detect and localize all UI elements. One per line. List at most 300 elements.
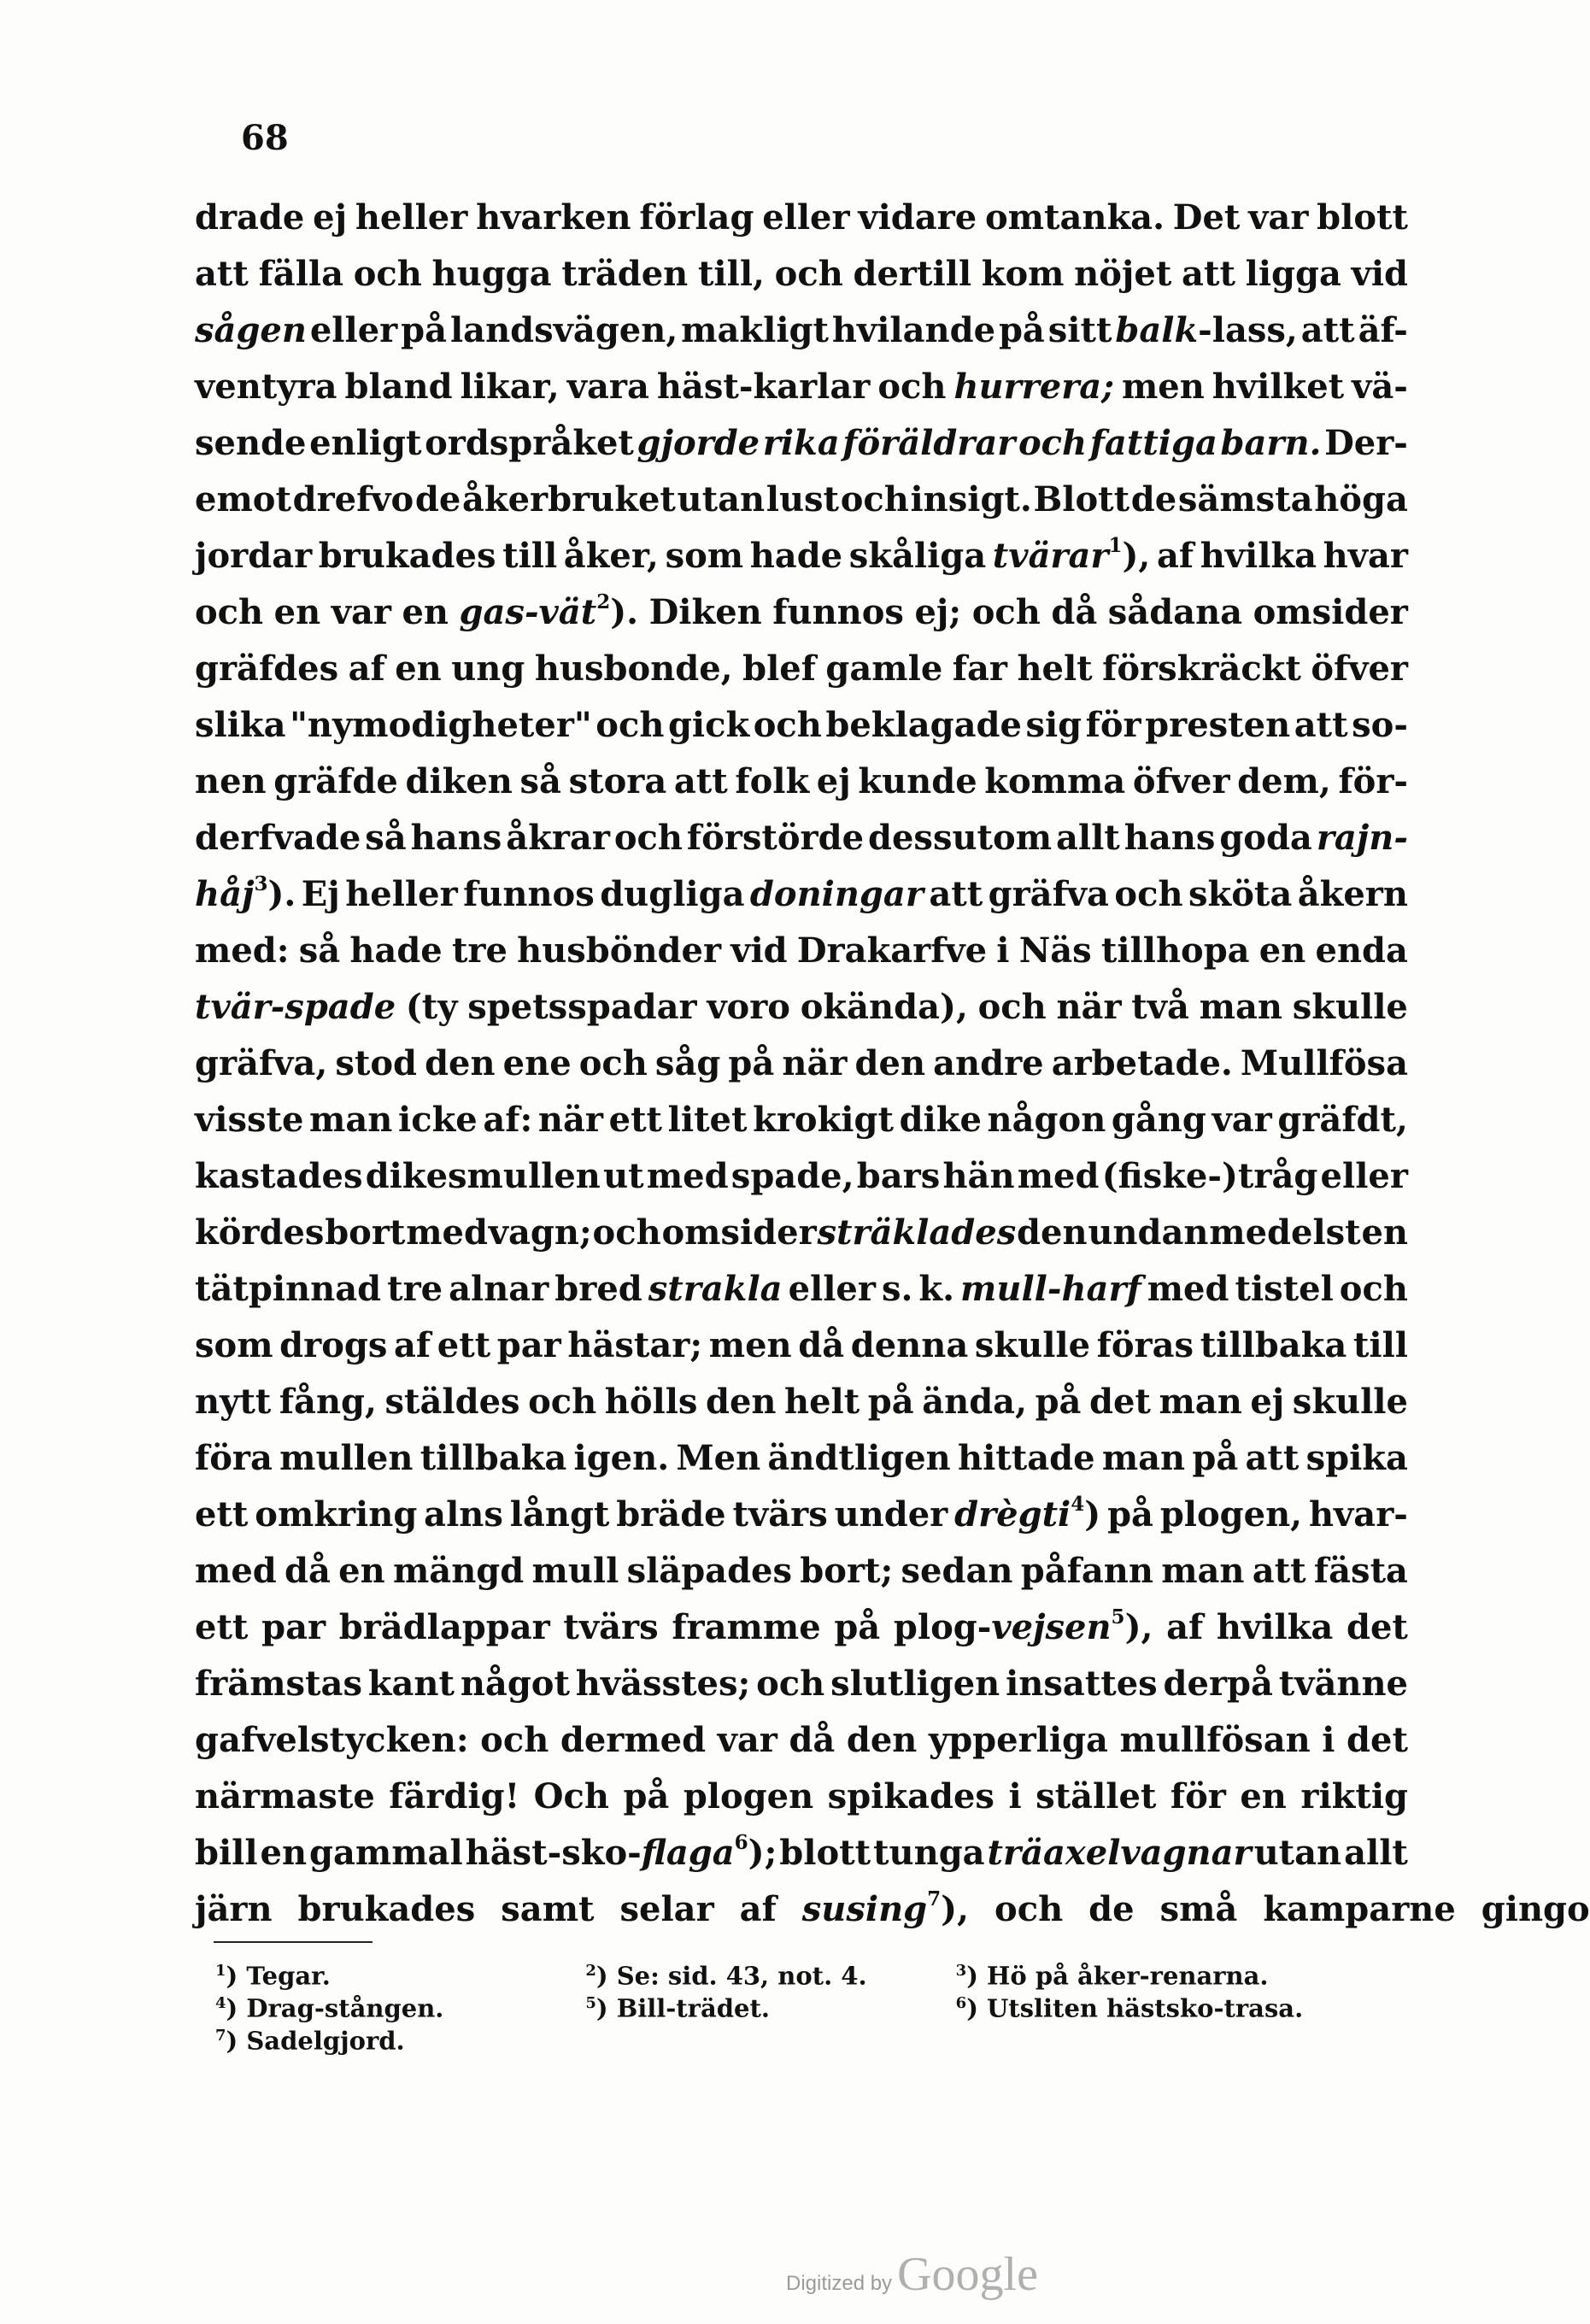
word: plogen, xyxy=(1159,1494,1303,1535)
word: man xyxy=(1101,1438,1186,1478)
word: visste xyxy=(195,1100,304,1140)
word: kunde xyxy=(858,761,977,801)
word: tvär-spade xyxy=(195,987,396,1027)
word: stället xyxy=(1036,1776,1157,1816)
word: gas-vät$^2$). xyxy=(459,590,639,632)
word: för xyxy=(1085,705,1141,745)
body-text xyxy=(195,190,1590,1938)
word: plogen xyxy=(683,1776,814,1816)
word: framme xyxy=(672,1607,821,1647)
word: tistel xyxy=(1235,1269,1334,1309)
word: mull xyxy=(531,1551,619,1591)
word: vagn; xyxy=(488,1212,592,1253)
word: så xyxy=(365,818,407,858)
word: undan xyxy=(1088,1212,1209,1253)
word: kördes xyxy=(195,1212,325,1253)
word: hvässtes; xyxy=(575,1664,751,1704)
word: omsider xyxy=(661,1212,817,1253)
word: träaxelvagnar xyxy=(987,1833,1252,1873)
word: äf- xyxy=(1358,310,1408,350)
word: ej xyxy=(816,761,851,801)
text-line xyxy=(195,1261,1408,1318)
word: i xyxy=(1322,1720,1335,1760)
word: med xyxy=(1017,1156,1100,1196)
word: bräde xyxy=(616,1494,726,1535)
word: sådana xyxy=(1107,592,1243,632)
footnote-ref: 7 xyxy=(927,1887,942,1910)
footnote-divider xyxy=(214,1941,373,1943)
text-line xyxy=(195,866,1408,923)
word: åker, xyxy=(563,536,659,576)
word: bred xyxy=(554,1269,642,1309)
text-line xyxy=(195,246,1408,302)
word: och xyxy=(774,254,843,294)
word: att xyxy=(1182,254,1235,294)
word: den xyxy=(705,1382,777,1422)
text-line xyxy=(195,1599,1408,1656)
watermark-brand: Google xyxy=(897,2248,1038,2301)
word: allt xyxy=(1056,818,1120,858)
word: såg xyxy=(654,1043,721,1083)
word: och xyxy=(195,592,264,632)
word: Näs xyxy=(1018,930,1092,971)
word: gräfde xyxy=(273,761,398,801)
word: hurrera; xyxy=(953,367,1114,407)
word: hölls xyxy=(604,1382,698,1422)
word: så xyxy=(519,761,561,801)
word: gamle xyxy=(825,648,943,689)
word: af xyxy=(1156,536,1194,576)
footnote: $^3$) Hö på åker-renarna. xyxy=(955,1961,1269,1991)
word: man xyxy=(1161,1551,1245,1591)
word: derfvade xyxy=(195,818,361,858)
word: man xyxy=(1199,987,1282,1027)
word: dugliga xyxy=(600,874,745,914)
word: på xyxy=(401,310,448,350)
word: igen. xyxy=(573,1438,670,1478)
text-line xyxy=(195,1092,1408,1148)
word: ene xyxy=(502,1043,572,1083)
word: var xyxy=(1248,197,1309,238)
word: bort xyxy=(325,1212,406,1253)
footnote-ref: 6 xyxy=(734,1830,748,1854)
word: man xyxy=(1159,1382,1242,1422)
word: öfver xyxy=(1311,648,1408,689)
text-line xyxy=(195,1374,1408,1430)
word: ett xyxy=(195,1494,249,1535)
word: till, xyxy=(697,254,765,294)
footnote-row xyxy=(215,1987,1326,2023)
word: en xyxy=(1361,1212,1408,1253)
text-line xyxy=(195,641,1408,697)
word: med xyxy=(195,1551,277,1591)
word: föra xyxy=(195,1438,273,1478)
word: och xyxy=(977,987,1047,1027)
word: Drakarfve xyxy=(796,930,988,971)
word: skulle xyxy=(1292,987,1408,1027)
word: mull-harf xyxy=(960,1269,1141,1309)
text-line xyxy=(195,1656,1408,1712)
word: Ej xyxy=(301,874,340,914)
word: en xyxy=(338,1551,385,1591)
word: tvärar$^1$), xyxy=(992,533,1151,576)
footnote: $^1$) Tegar. xyxy=(215,1961,331,1991)
word: (ty xyxy=(405,987,458,1027)
word: "nymodigheter" xyxy=(290,705,592,745)
word: och xyxy=(578,1043,648,1083)
word: enda xyxy=(1315,930,1408,971)
word: brädlappar xyxy=(338,1607,550,1647)
word: då xyxy=(285,1551,331,1591)
word: omkring xyxy=(255,1494,418,1535)
word: folk xyxy=(735,761,810,801)
word: andre xyxy=(933,1043,1044,1083)
word: jordar xyxy=(195,536,313,576)
word: och xyxy=(994,1889,1064,1929)
word: mullfösan xyxy=(1119,1720,1311,1760)
word: någon xyxy=(987,1100,1106,1140)
text-line xyxy=(195,1148,1408,1205)
word: med xyxy=(646,1156,729,1196)
word: sitt xyxy=(1047,310,1112,350)
word: sedan xyxy=(901,1551,1013,1591)
footnote-ref: 4 xyxy=(1071,1492,1085,1516)
word: doningar xyxy=(749,874,924,914)
word: häst-sko-flaga$^6$); xyxy=(465,1830,777,1873)
word: komma xyxy=(984,761,1126,801)
word: på xyxy=(728,1043,775,1083)
word: tillhopa xyxy=(1100,930,1250,971)
word: höga xyxy=(1314,479,1408,519)
word: af xyxy=(1166,1607,1204,1647)
word: och xyxy=(753,705,822,745)
word: nöjet xyxy=(1074,254,1172,294)
word: ypperliga xyxy=(928,1720,1108,1760)
word: dike xyxy=(899,1100,982,1140)
word: eller xyxy=(309,310,398,350)
footnotes xyxy=(215,1955,1326,2056)
word: en xyxy=(1240,1776,1287,1816)
word: att xyxy=(1300,310,1355,350)
word: balk-lass, xyxy=(1115,310,1298,350)
word: med: xyxy=(195,930,290,971)
word: som xyxy=(665,536,744,576)
text-line xyxy=(195,1036,1408,1092)
word: stod xyxy=(335,1043,417,1083)
word: tre xyxy=(387,1269,443,1309)
word: bars xyxy=(856,1156,941,1196)
word: det xyxy=(1089,1382,1151,1422)
word: rika xyxy=(762,423,840,463)
word: ett xyxy=(608,1100,663,1140)
word: förskräckt xyxy=(1102,648,1301,689)
word: och xyxy=(480,1720,549,1760)
word: hugga xyxy=(431,254,552,294)
word: eller xyxy=(1320,1156,1408,1196)
word: som xyxy=(195,1325,273,1365)
word: Blott xyxy=(1033,479,1130,519)
word: åkrar xyxy=(506,818,610,858)
word: ventyra xyxy=(195,367,337,407)
word: då xyxy=(798,1325,845,1365)
word: fästa xyxy=(1313,1551,1408,1591)
word: på xyxy=(1107,1494,1153,1535)
word: och xyxy=(1114,874,1183,914)
footnote: $^2$) Se: sid. 43, not. 4. xyxy=(585,1961,867,1991)
word: rajn- xyxy=(1316,818,1408,858)
word: på xyxy=(623,1776,670,1816)
word: att xyxy=(1252,1551,1306,1591)
word: utan xyxy=(677,479,766,519)
word: bort; xyxy=(800,1551,894,1591)
word: på xyxy=(998,310,1045,350)
word: när xyxy=(782,1043,848,1083)
word: de xyxy=(1088,1889,1135,1929)
word: då xyxy=(1051,592,1098,632)
word: sköta xyxy=(1188,874,1293,914)
word: alns xyxy=(424,1494,503,1535)
word: en xyxy=(402,592,449,632)
word: dikesmullen xyxy=(365,1156,601,1196)
word: hvarken xyxy=(476,197,631,238)
word: och xyxy=(756,1664,825,1704)
word: och xyxy=(613,818,683,858)
word: spikades xyxy=(827,1776,994,1816)
word: af: xyxy=(483,1100,533,1140)
text-line xyxy=(195,1205,1408,1261)
footnote: $^5$) Bill-trädet. xyxy=(585,1993,770,2023)
word: susing$^7$), xyxy=(801,1887,970,1929)
word: par xyxy=(261,1607,326,1647)
word: skulle xyxy=(974,1325,1091,1365)
word: blott xyxy=(779,1833,871,1873)
word: husbonde, xyxy=(534,648,733,689)
word: tvänne xyxy=(1278,1664,1408,1704)
word: för xyxy=(1170,1776,1226,1816)
word: Men xyxy=(676,1438,761,1478)
text-line xyxy=(195,697,1408,754)
word: den xyxy=(854,1043,926,1083)
word: ligga xyxy=(1245,254,1341,294)
word: drade xyxy=(195,197,305,238)
word: af xyxy=(739,1889,777,1929)
word: slika xyxy=(195,705,286,745)
word: föras xyxy=(1096,1325,1194,1365)
word: funnos xyxy=(772,592,904,632)
word: nen xyxy=(195,761,267,801)
word: utan xyxy=(1253,1833,1342,1873)
footnote-ref: 2 xyxy=(596,590,611,613)
word: och xyxy=(353,254,422,294)
word: makligt xyxy=(681,310,829,350)
word: fattiga xyxy=(1089,423,1217,463)
word: till xyxy=(1352,1325,1408,1365)
word: helt xyxy=(1017,648,1093,689)
word: på xyxy=(1035,1382,1082,1422)
word: gräfva, xyxy=(195,1043,328,1083)
word: två xyxy=(1131,987,1189,1027)
word: förlag xyxy=(639,197,754,238)
text-line xyxy=(195,1881,1590,1938)
word: hvilket xyxy=(1212,367,1345,407)
word: brukades xyxy=(297,1889,476,1929)
word: insigt. xyxy=(910,479,1032,519)
word: insattes xyxy=(1006,1664,1158,1704)
word: vä- xyxy=(1352,367,1408,407)
word: diken xyxy=(405,761,513,801)
word: hittade xyxy=(958,1438,1095,1478)
word: de xyxy=(1130,479,1177,519)
word: då xyxy=(789,1720,836,1760)
word: bill xyxy=(195,1833,258,1873)
word: spetsspadar xyxy=(467,987,697,1027)
word: blott xyxy=(1317,197,1408,238)
word: vara xyxy=(566,367,649,407)
word: icke xyxy=(398,1100,478,1140)
word: gräfdt, xyxy=(1277,1100,1408,1140)
word: helt xyxy=(784,1382,860,1422)
word: att xyxy=(1294,705,1348,745)
word: kom xyxy=(981,254,1065,294)
word: voro xyxy=(707,987,790,1027)
word: när xyxy=(537,1100,603,1140)
word: den xyxy=(846,1720,918,1760)
word: dermed xyxy=(560,1720,707,1760)
word: ändtligen xyxy=(767,1438,951,1478)
text-line xyxy=(195,923,1408,979)
word: järn xyxy=(195,1889,273,1929)
page-number: 68 xyxy=(241,118,289,158)
word: hvilande xyxy=(831,310,996,350)
word: sträklades xyxy=(817,1212,1017,1253)
word: enligt xyxy=(309,423,422,463)
word: af xyxy=(394,1325,431,1365)
word: dertill xyxy=(853,254,972,294)
word: var xyxy=(331,592,391,632)
word: plog-vejsen$^5$), xyxy=(893,1605,1153,1647)
word: ända, xyxy=(922,1382,1028,1422)
word: främstas xyxy=(195,1664,362,1704)
word: i xyxy=(996,930,1010,971)
text-line xyxy=(195,1712,1408,1769)
word: en xyxy=(273,592,321,632)
word: gammal xyxy=(309,1833,463,1873)
word: på xyxy=(1192,1438,1239,1478)
word: kant xyxy=(367,1664,455,1704)
word: heller xyxy=(345,874,458,914)
word: tillbaka xyxy=(420,1438,567,1478)
word: alnar xyxy=(449,1269,549,1309)
word: och xyxy=(971,592,1041,632)
word: sig xyxy=(1025,705,1082,745)
word: med xyxy=(1147,1269,1229,1309)
word: so- xyxy=(1352,705,1408,745)
footnote-ref: 3 xyxy=(254,872,268,895)
word: gjorde xyxy=(637,423,760,463)
word: tvärs xyxy=(563,1607,659,1647)
word: k. xyxy=(918,1269,955,1309)
word: man xyxy=(309,1100,393,1140)
footnote: $^6$) Utsliten hästsko-trasa. xyxy=(955,1993,1304,2023)
word: gingo xyxy=(1481,1889,1590,1929)
word: på xyxy=(834,1607,881,1647)
word: allt xyxy=(1344,1833,1408,1873)
word: med xyxy=(406,1212,488,1253)
word: ej xyxy=(313,197,348,238)
word: likar, xyxy=(460,367,560,407)
word: nytt xyxy=(195,1382,272,1422)
word: goda xyxy=(1219,818,1312,858)
footnote-row xyxy=(215,1955,1326,1991)
word: och xyxy=(528,1382,597,1422)
word: dem, xyxy=(1237,761,1331,801)
watermark-prefix: Digitized by xyxy=(786,2272,893,2295)
word: selar xyxy=(619,1889,714,1929)
word: drogs xyxy=(279,1325,388,1365)
word: hvilka xyxy=(1216,1607,1334,1647)
word: emot xyxy=(195,479,291,519)
word: åkern xyxy=(1297,874,1408,914)
word: drefvo xyxy=(292,479,414,519)
word: fälla xyxy=(258,254,344,294)
word: far xyxy=(952,648,1007,689)
word: litet xyxy=(667,1100,748,1140)
word: hade xyxy=(749,536,843,576)
text-line xyxy=(195,190,1408,246)
word: tunga xyxy=(873,1833,985,1873)
word: eller xyxy=(762,197,850,238)
text-line xyxy=(195,472,1408,528)
word: stäldes xyxy=(384,1382,520,1422)
text-line xyxy=(195,1769,1408,1825)
word: föräldrar xyxy=(842,423,1016,463)
text-line xyxy=(195,302,1408,359)
word: att xyxy=(1245,1438,1300,1478)
word: presten xyxy=(1145,705,1291,745)
footnote-row xyxy=(215,2020,1326,2056)
word: kamparne xyxy=(1263,1889,1456,1929)
word: i xyxy=(1008,1776,1022,1816)
text-line xyxy=(195,584,1408,641)
word: eller xyxy=(788,1269,876,1309)
word: sågen xyxy=(195,310,307,350)
word: påfann xyxy=(1020,1551,1153,1591)
text-line xyxy=(195,415,1408,472)
word: vid xyxy=(730,930,788,971)
word: hvar- xyxy=(1308,1494,1408,1535)
word: de xyxy=(414,479,461,519)
word: ordspråket xyxy=(425,423,634,463)
word: mängd xyxy=(392,1551,525,1591)
word: tillbaka xyxy=(1200,1325,1347,1365)
word: stora xyxy=(568,761,667,801)
word: Och xyxy=(533,1776,609,1816)
word: barn. xyxy=(1220,423,1322,463)
word: släpades xyxy=(626,1551,793,1591)
word: det xyxy=(1346,1607,1408,1647)
word: Det xyxy=(1172,197,1241,238)
word: drègti$^4$) xyxy=(954,1492,1101,1535)
text-line xyxy=(195,979,1408,1036)
word: Mullfösa xyxy=(1240,1043,1408,1083)
word: en xyxy=(260,1833,308,1873)
word: ett xyxy=(195,1607,249,1647)
text-line xyxy=(195,1430,1408,1487)
word: slutligen xyxy=(830,1664,1000,1704)
footnote-ref: 5 xyxy=(1111,1605,1125,1629)
footnote: $^4$) Drag-stången. xyxy=(215,1993,444,2023)
text-line xyxy=(195,528,1408,584)
